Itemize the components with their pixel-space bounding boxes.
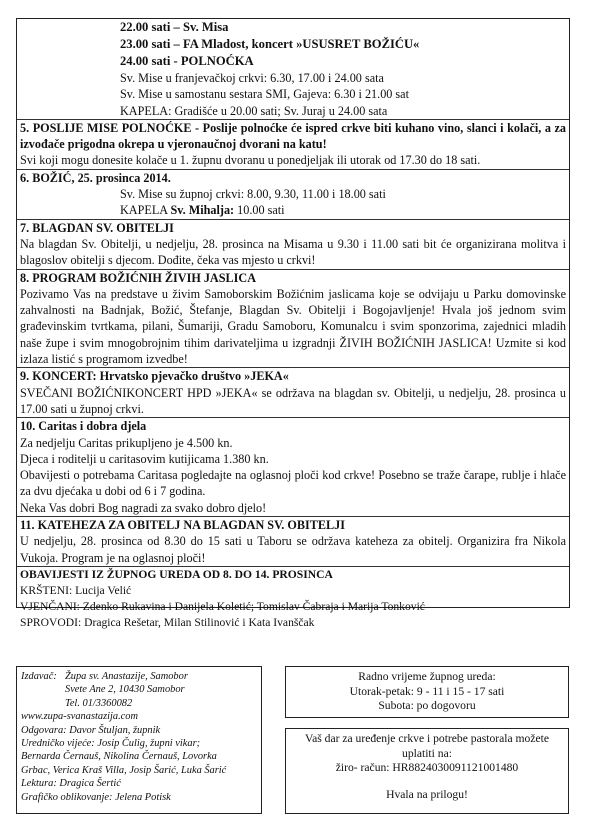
funerals-line: SPROVODI: Dragica Rešetar, Milan Stilinović i Kata Ivanščak [20, 615, 315, 629]
office-notices-title: OBAVIJESTI IZ ŽUPNOG UREDA OD 8. DO 14. PROSINCA [20, 567, 333, 581]
section-6-line2: KAPELA Sv. Mihalja: 10.00 sati [120, 203, 285, 218]
section-10-line2: Djeca i roditelji u caritasovim kutijicama 1.380 kn. [20, 451, 269, 466]
office-hours-title: Radno vrijeme župnog ureda: [358, 670, 496, 683]
responsible-line: Odgovara: Davor Štuljan, župnik [21, 724, 161, 736]
design-line: Grafičko oblikovanje: Jelena Potisk [21, 791, 171, 803]
council-line: Uredničko vijeće: Josip Čulig, župni vikar; [21, 738, 201, 750]
schedule-line: Sv. Mise u franjevačkoj crkvi: 6.30, 17.00 i 24.00 sata [120, 71, 384, 85]
office-hours-saturday: Subota: po dogovoru [378, 699, 476, 713]
spacer [286, 776, 568, 788]
donation-thanks: Hvala na prilogu! [386, 787, 468, 801]
schedule-line: 23.00 sati – FA Mladost, koncert »USUSRET BOŽIĆU« [120, 37, 420, 51]
website-line: www.zupa-svanastazija.com [21, 711, 138, 723]
donation-account: žiro- račun: HR8824030091121001480 [335, 761, 519, 775]
section-7-text: Na blagdan Sv. Obitelji, u nedjelju, 28. prosinca na Misama u 9.30 i 11.00 sati bit će organizirana molitva i blagoslov obitelji s djecom. Dođite, čeka vas mjesto u crkvi! [20, 236, 566, 268]
married-line: VJENČANI: Zdenko Rukavina i Danijela Koletić; Tomislav Čabraja i Marija Tonković [20, 599, 425, 613]
section-9-text: SVEČANI BOŽIĆNIKONCERT HPD »JEKA« se održava na blagdan sv. Obitelji, u nedjelju, 28. prosinca u 17.00 sati u župnoj crkvi. [20, 385, 566, 416]
section-7-title: 7. BLAGDAN SV. OBITELJI [20, 220, 174, 235]
phone-line: Tel. 01/3360082 [65, 697, 133, 709]
section-8-title: 8. PROGRAM BOŽIĆNIH ŽIVIH JASLICA [20, 270, 256, 285]
schedule-line: 24.00 sati - POLNOĆKA [120, 54, 254, 68]
section-11 [17, 517, 569, 567]
office-notices [17, 567, 569, 631]
announcements-box [16, 18, 570, 629]
section-11-title: 11. KATEHEZA ZA OBITELJ NA BLAGDAN SV. OBITELJI [20, 518, 345, 533]
section-9 [17, 368, 569, 418]
section-6-title: 6. BOŽIĆ, 25. prosinca 2014. [20, 170, 171, 185]
schedule-line: Sv. Mise u samostanu sestara SMI, Gajeva: 6.30 i 21.00 sat [120, 87, 409, 102]
office-hours-weekdays: Utorak-petak: 9 - 11 i 15 - 17 sati [349, 684, 505, 698]
council-line: Bernarda Černauš, Nikolina Černauš, Lovorka [21, 751, 217, 763]
section-5-lead [20, 120, 566, 153]
schedule-line: KAPELA: Gradišće u 20.00 sati; Sv. Juraj u 24.00 sata [120, 103, 388, 118]
donation-box [285, 728, 569, 814]
proofreading-line: Lektura: Dragica Šertić [21, 778, 121, 790]
donation-line2: uplatiti na: [402, 746, 452, 760]
section-5 [17, 120, 569, 170]
baptized-line: KRŠTENI: Lucija Velić [20, 583, 132, 597]
section-10-line3: Obavijesti o potrebama Caritasa pogledajte na oglasnoj ploči kod crkve! Posebno se traže čarape, rublje i hlače za dvu djećaka u dobi od 6 i 7 godina. [20, 468, 566, 499]
section-10-line4: Neka Vas dobri Bog nagradi za svako dobro djelo! [20, 500, 267, 515]
schedule-line: 22.00 sati – Sv. Misa [120, 20, 229, 34]
section-10-title: 10. Caritas i dobra djela [20, 419, 147, 434]
council-line: Grbac, Verica Kraš Villa, Josip Šarić, Luka Šarić [21, 764, 227, 776]
section-6-line1: Sv. Mise su župnoj crkvi: 8.00, 9.30, 11.00 i 18.00 sati [120, 187, 386, 202]
publisher-line: Izdavač: Župa sv. Anastazije, Samobor [21, 671, 188, 682]
section-10-line1: Za nedjelju Caritas prikupljeno je 4.500 kn. [20, 435, 233, 450]
section-6 [17, 170, 569, 220]
section-5-title: 5. POSLIJE MISE POLNOĆKE [20, 120, 192, 135]
section-8 [17, 270, 569, 369]
donation-line1: Vaš dar za uređenje crkve i potrebe pastorala možete [305, 732, 549, 745]
section-10 [17, 418, 569, 517]
christmas-eve-schedule [17, 19, 569, 120]
office-hours-box [285, 666, 569, 718]
section-11-text: U nedjelju, 28. prosinca od 8.30 do 15 sati u Taboru se održava kateheza za obitelj. Organizira fra Nikola Vukoja. Program je na oglasnoj ploči! [20, 534, 566, 565]
address-line: Svete Ane 2, 10430 Samobor [65, 684, 185, 696]
section-9-title: 9. KONCERT: Hrvatsko pjevačko društvo »JEKA« [20, 369, 289, 384]
section-7 [17, 220, 569, 270]
section-5-bold-text: - Poslije polnoćke će ispred crkve biti kuhano vino, slanci i kolači, a za izvođače prigodna okrepa u vjeronaučnoj dvorani na katu! [20, 120, 566, 152]
imprint-box [16, 666, 262, 814]
section-8-text: Pozivamo Vas na predstave u živim Samoborskim Božićnim jaslicama koje se odvijaju u Parku domovinske zahvalnosti na Badnjak, Božić, Štefanje, Blagdan Sv. Obitelji i Bogojavljenje! Hvala još jednom svim građevinskim tvrtkama, pilani, Šumariji, Gradu Samoboru, Komunalcu i svim sponzorima, zajednici mladih naše župe i svim mnogobrojnim tihim darivateljima u izgradnji ŽIVIH BOŽIĆNIH JASLICA! Uzmite si kod izlaza listić s programom izvedbe! [20, 286, 566, 367]
section-5-text: Svi koji mogu donesite kolače u 1. župnu dvoranu u ponedjeljak ili utorak od 17.30 do 18 sati. [20, 153, 481, 168]
